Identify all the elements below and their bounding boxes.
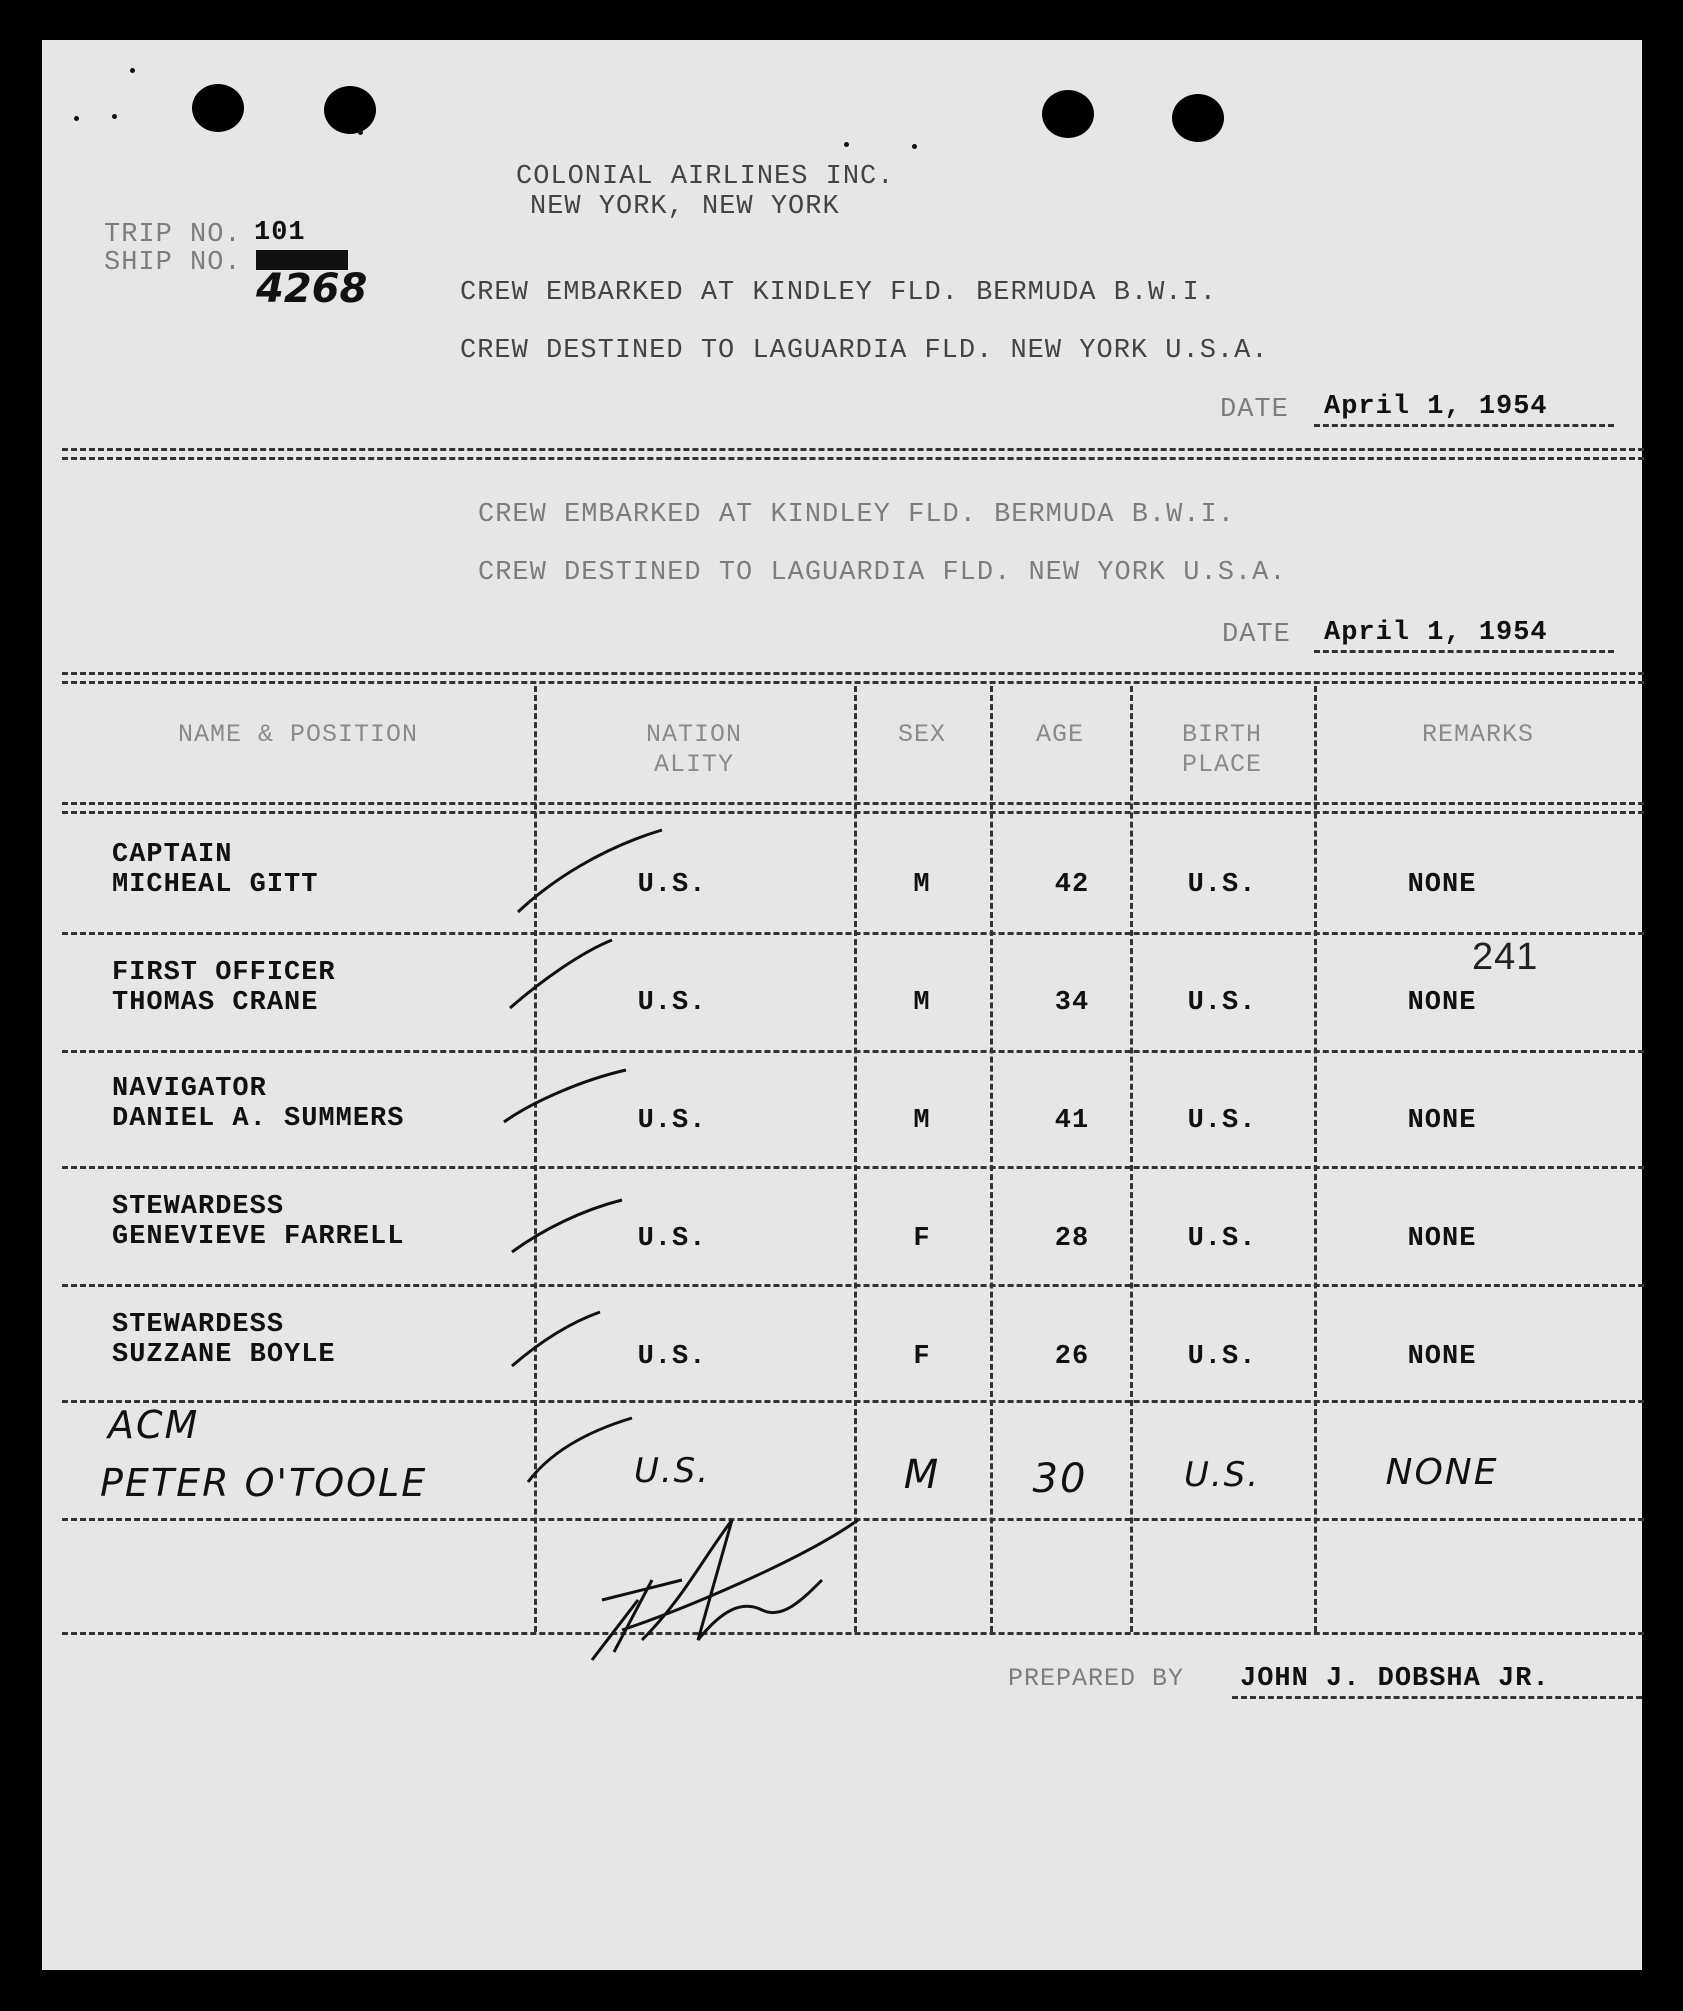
crew-name-handwritten: PETER O'TOOLE xyxy=(100,1461,428,1505)
check-mark xyxy=(504,1070,626,1122)
manifest-page xyxy=(42,40,1642,1970)
crew-name: DANIEL A. SUMMERS xyxy=(112,1104,405,1134)
crew-sex-handwritten: M xyxy=(903,1452,941,1498)
crew-birthplace-handwritten: U.S. xyxy=(1183,1455,1261,1495)
crew-age: 41 xyxy=(1054,1106,1090,1136)
stamp-number: 241 xyxy=(1472,936,1539,978)
crew-birthplace: U.S. xyxy=(1187,988,1257,1018)
crew-remarks: NONE xyxy=(1407,870,1477,900)
date-value: April 1, 1954 xyxy=(1324,392,1548,422)
check-mark xyxy=(512,1200,622,1252)
crew-name: THOMAS CRANE xyxy=(112,988,319,1018)
prepared-by-label: PREPARED BY xyxy=(1008,1664,1185,1693)
col-header-nationality-1: NATION xyxy=(645,720,742,749)
crew-position: STEWARDESS xyxy=(112,1310,285,1340)
crew-nationality: U.S. xyxy=(637,1342,707,1372)
crew-remarks: NONE xyxy=(1407,1106,1477,1136)
crew-position: STEWARDESS xyxy=(112,1192,285,1222)
destined-line: CREW DESTINED TO LAGUARDIA FLD. NEW YORK U.S.A. xyxy=(460,336,1269,366)
check-mark xyxy=(518,830,662,912)
carbon-destined-line: CREW DESTINED TO LAGUARDIA FLD. NEW YORK U.S.A. xyxy=(478,558,1287,588)
prepared-by-name: JOHN J. DOBSHA JR. xyxy=(1240,1664,1550,1694)
crew-age-handwritten: 30 xyxy=(1032,1456,1088,1502)
crew-birthplace: U.S. xyxy=(1187,870,1257,900)
crew-age: 34 xyxy=(1054,988,1090,1018)
col-header-sex: SEX xyxy=(897,720,946,749)
crew-nationality: U.S. xyxy=(637,870,707,900)
col-header-birth-1: BIRTH xyxy=(1181,720,1262,749)
crew-sex: M xyxy=(913,870,931,900)
crew-position: CAPTAIN xyxy=(112,840,233,870)
col-header-birth-2: PLACE xyxy=(1181,750,1262,779)
crew-nationality: U.S. xyxy=(637,1106,707,1136)
ship-label: SHIP NO. xyxy=(104,248,242,278)
crew-sex: F xyxy=(913,1342,931,1372)
col-header-remarks: REMARKS xyxy=(1421,720,1535,749)
crew-remarks: NONE xyxy=(1407,1224,1477,1254)
crew-remarks-handwritten: NONE xyxy=(1385,1452,1499,1493)
crew-sex: F xyxy=(913,1224,931,1254)
company-name: COLONIAL AIRLINES INC. xyxy=(516,162,895,192)
crew-position: FIRST OFFICER xyxy=(112,958,336,988)
trip-label: TRIP NO. xyxy=(104,220,242,250)
check-mark xyxy=(512,1312,600,1366)
col-header-nationality-2: ALITY xyxy=(653,750,734,779)
crew-age: 28 xyxy=(1054,1224,1090,1254)
crew-name: SUZZANE BOYLE xyxy=(112,1340,336,1370)
col-header-name: NAME & POSITION xyxy=(177,720,419,749)
carbon-date-label: DATE xyxy=(1222,620,1291,650)
crew-name: GENEVIEVE FARRELL xyxy=(112,1222,405,1252)
date-label: DATE xyxy=(1220,395,1289,425)
crew-remarks: NONE xyxy=(1407,1342,1477,1372)
crew-position-handwritten: ACM xyxy=(108,1403,200,1447)
crew-position: NAVIGATOR xyxy=(112,1074,267,1104)
initials-signature xyxy=(592,1520,858,1660)
crew-age: 42 xyxy=(1054,870,1090,900)
check-mark xyxy=(528,1418,632,1482)
crew-nationality-handwritten: U.S. xyxy=(633,1451,711,1491)
company-city: NEW YORK, NEW YORK xyxy=(530,192,840,222)
carbon-embarked-line: CREW EMBARKED AT KINDLEY FLD. BERMUDA B.W.I. xyxy=(478,500,1235,530)
crew-birthplace: U.S. xyxy=(1187,1342,1257,1372)
crew-nationality: U.S. xyxy=(637,988,707,1018)
crew-birthplace: U.S. xyxy=(1187,1106,1257,1136)
embarked-line: CREW EMBARKED AT KINDLEY FLD. BERMUDA B.W.I. xyxy=(460,278,1217,308)
prepared-by-underline xyxy=(1232,1696,1642,1699)
crew-remarks: NONE xyxy=(1407,988,1477,1018)
trip-number: 101 xyxy=(254,218,306,248)
crew-name: MICHEAL GITT xyxy=(112,870,319,900)
crew-sex: M xyxy=(913,1106,931,1136)
crew-birthplace: U.S. xyxy=(1187,1224,1257,1254)
carbon-date-value: April 1, 1954 xyxy=(1324,618,1548,648)
ship-number-handwritten: 4268 xyxy=(256,266,368,312)
col-header-age: AGE xyxy=(1035,720,1084,749)
crew-sex: M xyxy=(913,988,931,1018)
crew-age: 26 xyxy=(1054,1342,1090,1372)
check-mark xyxy=(510,940,612,1008)
crew-nationality: U.S. xyxy=(637,1224,707,1254)
